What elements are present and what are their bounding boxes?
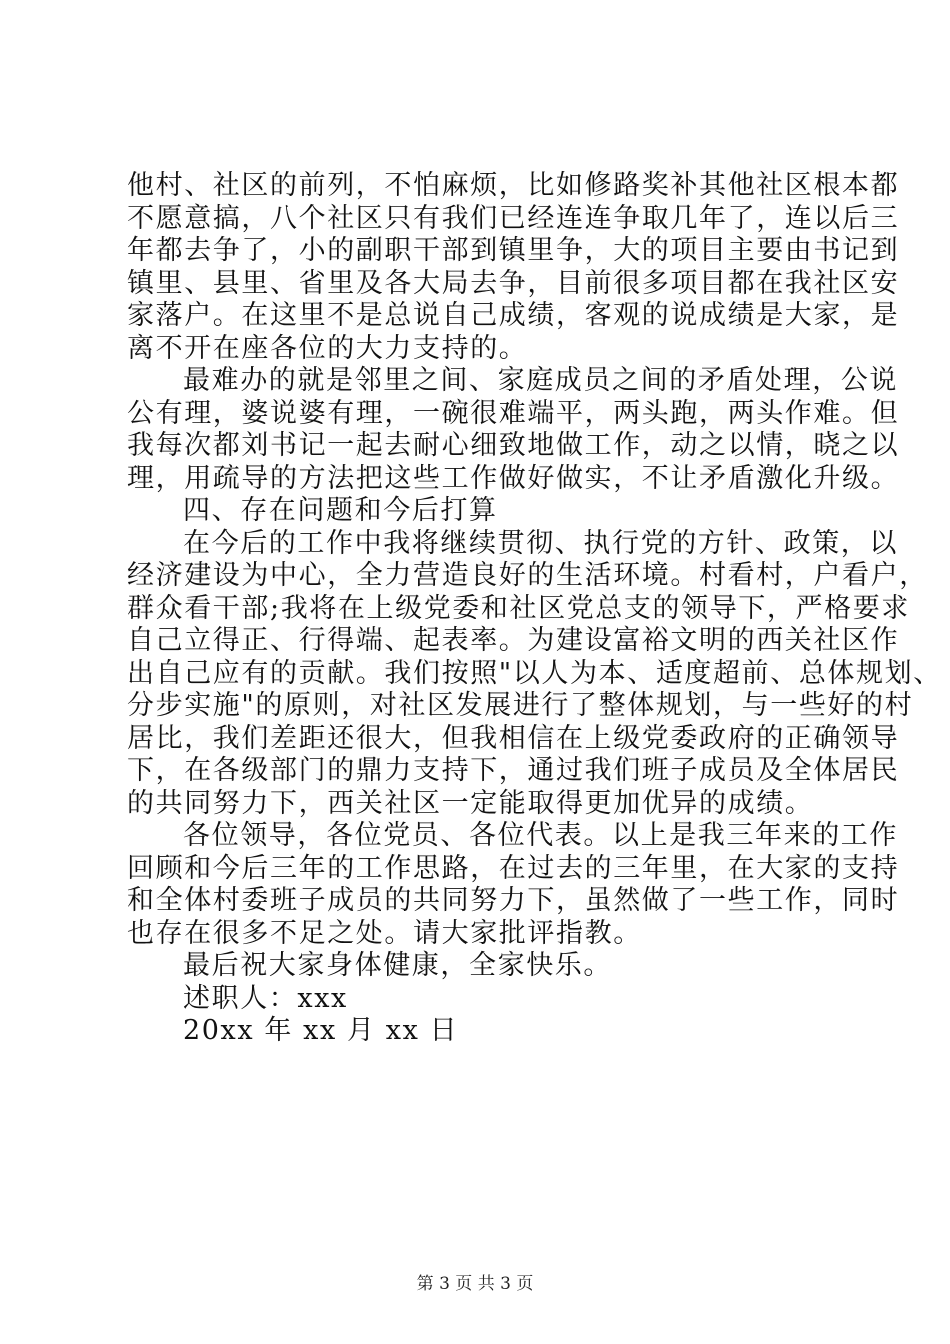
body-line: 不愿意搞，八个社区只有我们已经连连争取几年了，连以后三 — [127, 202, 900, 234]
document-body — [127, 170, 942, 1048]
body-line: 公有理，婆说婆有理，一碗很难端平，两头跑，两头作难。但 — [127, 397, 900, 429]
body-line: 镇里、县里、省里及各大局去争，目前很多项目都在我社区安 — [127, 267, 900, 299]
paragraph-start-line: 各位领导，各位党员、各位代表。以上是我三年来的工作 — [183, 820, 898, 851]
body-line: 出自己应有的贡献。我们按照"以人为本、适度超前、总体规划、 — [127, 657, 942, 689]
body-line: 居比，我们差距还很大，但我相信在上级党委政府的正确领导 — [127, 722, 900, 754]
body-line: 分步实施"的原则，对社区发展进行了整体规划，与一些好的村 — [127, 690, 914, 721]
body-line: 也存在很多不足之处。请大家批评指教。 — [127, 917, 642, 949]
section-heading: 四、存在问题和今后打算 — [183, 495, 498, 526]
body-line: 年都去争了，小的副职干部到镇里争，大的项目主要由书记到 — [127, 235, 900, 266]
body-line: 我每次都刘书记一起去耐心细致地做工作，动之以情，晓之以 — [127, 430, 900, 461]
body-line: 家落户。在这里不是总说自己成绩，客观的说成绩是大家，是 — [127, 300, 900, 331]
page-number-footer: 第 3 页 共 3 页 — [416, 1274, 534, 1294]
body-line: 下，在各级部门的鼎力支持下，通过我们班子成员及全体居民 — [127, 755, 900, 786]
paragraph-start-line: 在今后的工作中我将继续贯彻、执行党的方针、政策，以 — [183, 527, 898, 559]
body-line: 回顾和今后三年的工作思路，在过去的三年里，在大家的支持 — [127, 852, 900, 884]
body-line: 的共同努力下，西关社区一定能取得更加优异的成绩。 — [127, 787, 814, 819]
body-line: 理，用疏导的方法把这些工作做好做实，不让矛盾激化升级。 — [127, 462, 900, 494]
body-line: 离不开在座各位的大力支持的。 — [127, 332, 528, 364]
body-line: 群众看干部;我将在上级党委和社区党总支的领导下，严格要求 — [127, 592, 910, 624]
signature-author: 述职人：xxx — [183, 982, 348, 1014]
body-line: 经济建设为中心，全力营造良好的生活环境。村看村，户看户， — [127, 560, 928, 591]
closing-wishes: 最后祝大家身体健康，全家快乐。 — [183, 950, 612, 981]
body-line: 他村、社区的前列，不怕麻烦，比如修路奖补其他社区根本都 — [127, 170, 900, 201]
signature-date: 20xx 年 xx 月 xx 日 — [183, 1015, 459, 1046]
body-line: 自己立得正、行得端、起表率。为建设富裕文明的西关社区作 — [127, 625, 900, 656]
paragraph-start-line: 最难办的就是邻里之间、家庭成员之间的矛盾处理，公说 — [183, 365, 898, 396]
body-line: 和全体村委班子成员的共同努力下，虽然做了一些工作，同时 — [127, 885, 900, 916]
